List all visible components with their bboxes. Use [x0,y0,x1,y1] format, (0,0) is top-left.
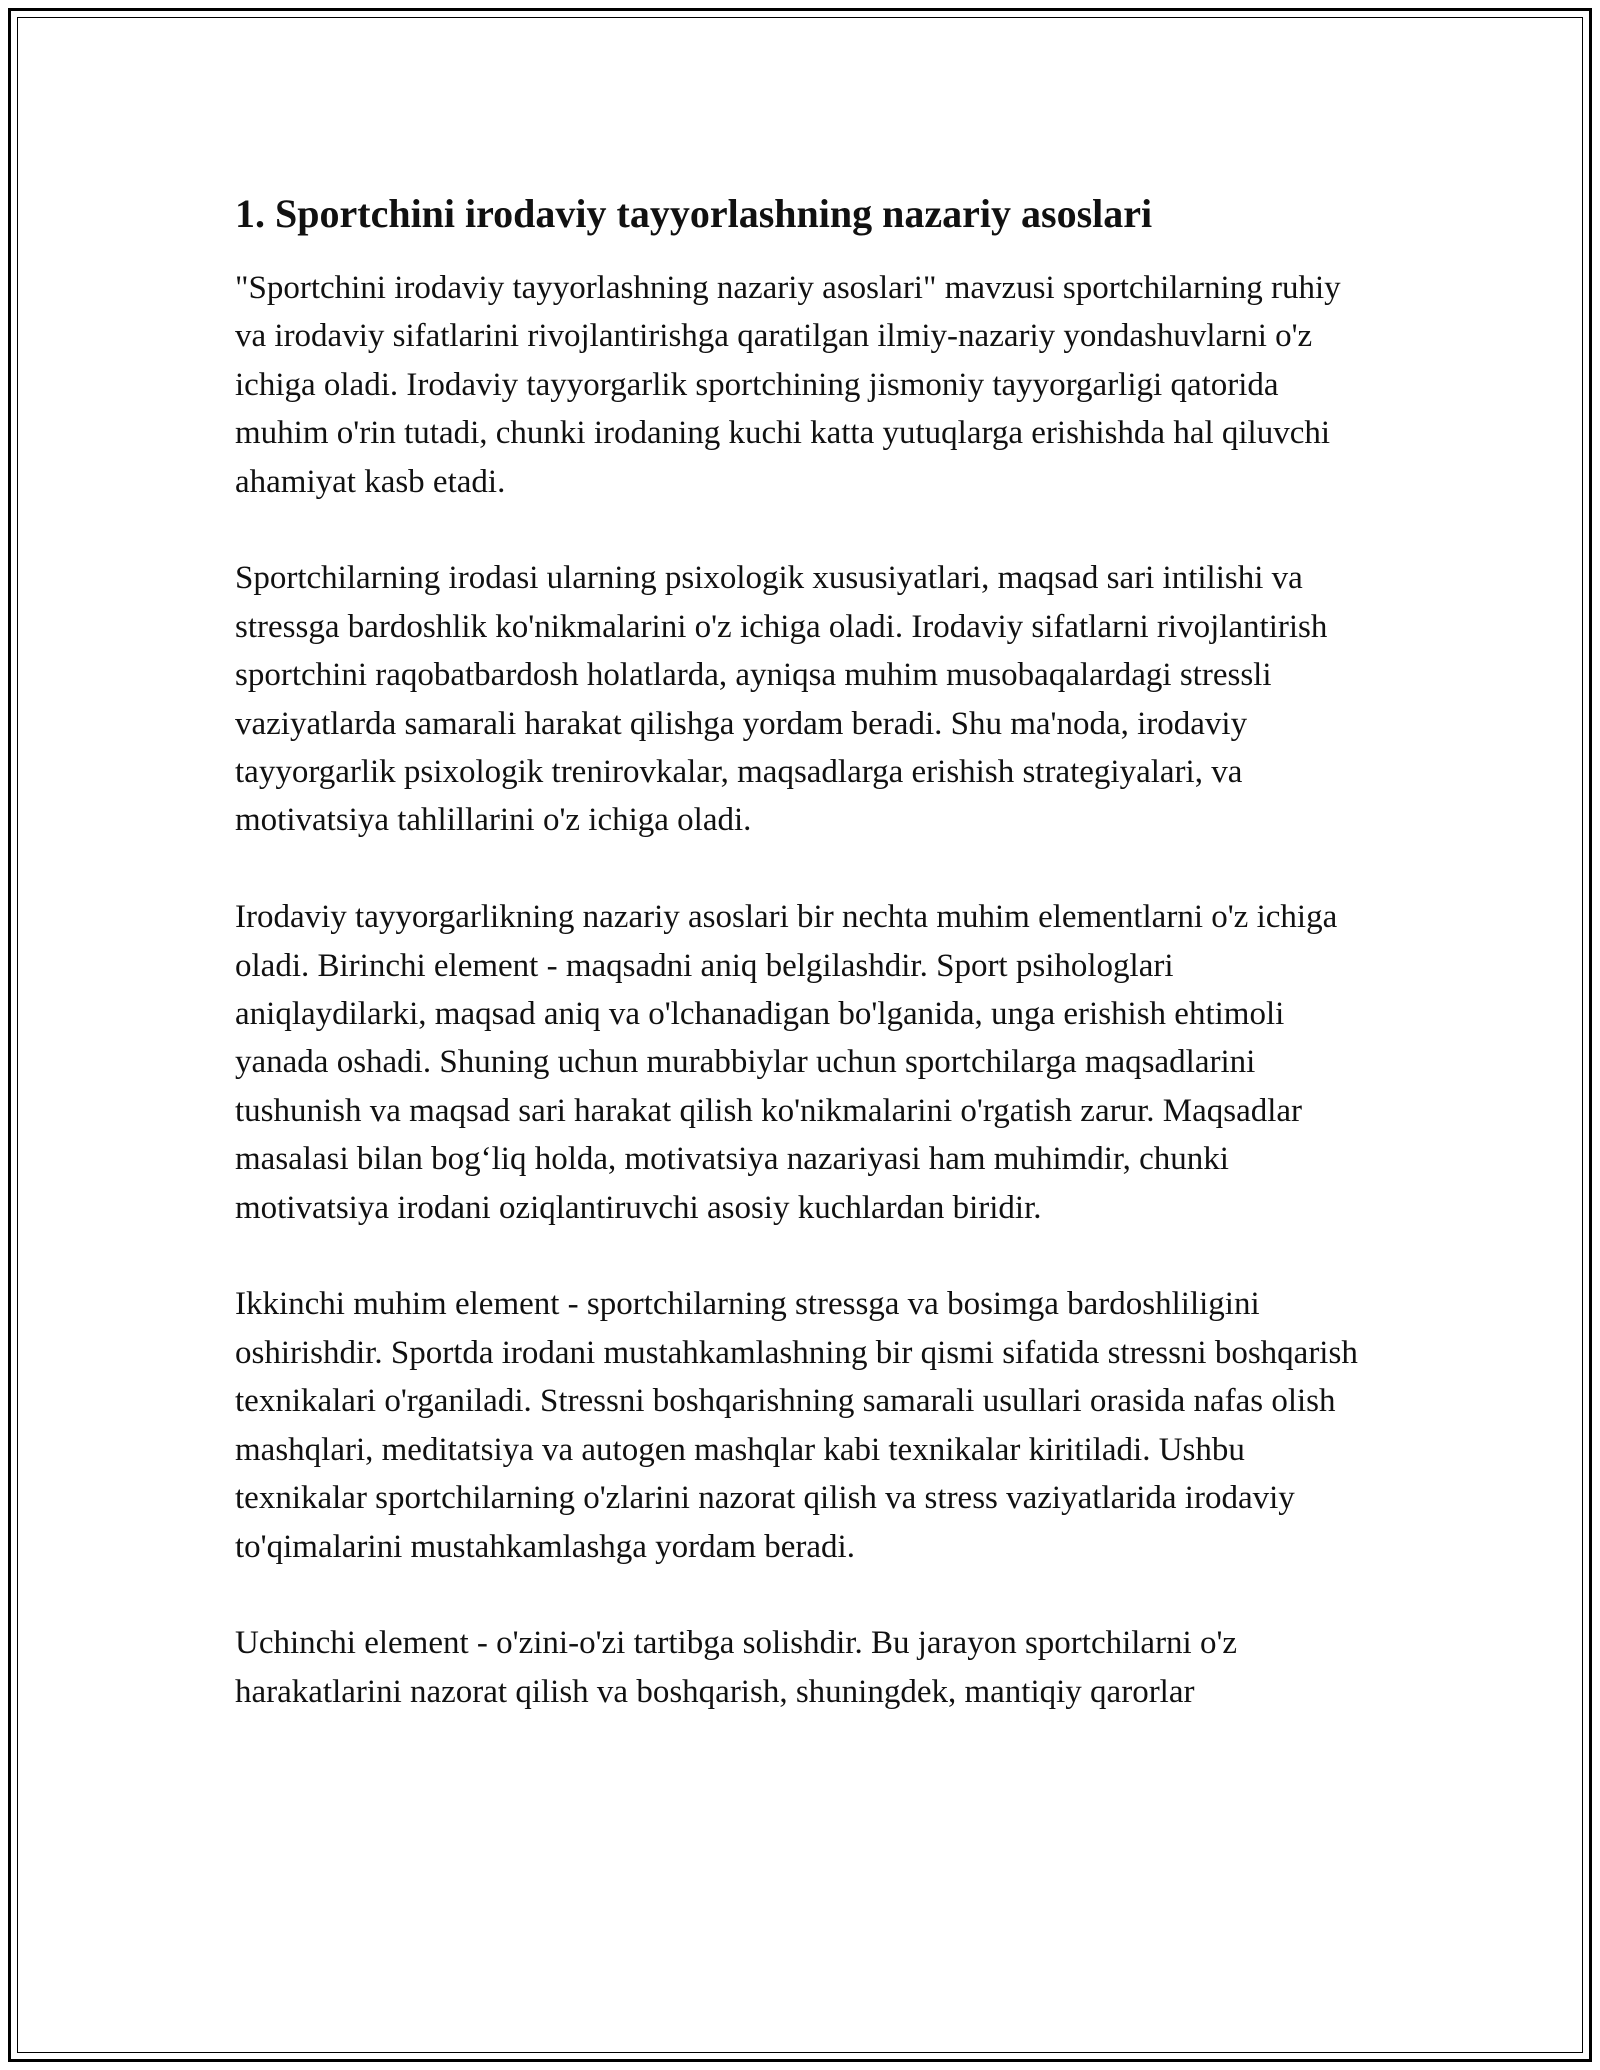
paragraph-5: Uchinchi element - o'zini-o'zi tartibga solishdir. Bu jarayon sportchilarni o'z harakatlarini nazorat qilish va boshqarish, shuningdek, mantiqiy qarorlar [235,1625,1238,1710]
paragraph-3: Irodaviy tayyorgarlikning nazariy asoslari bir nechta muhim elementlarni o'z ichiga oladi. Birinchi element - maqsadni aniq belgilashdir. Sport psihologlari aniqlaydilarki, maqsad aniq va o'lchanadigan bo'lganida, unga erishish ehtimoli yanada oshadi. Shuning uchun murabbiylar uchun sportchilarga maqsadlarini tushunish va maqsad sari harakat qilish ko'nikmalarini o'rgatish zarur. Maqsadlar masalasi bilan bog‘liq holda, motivatsiya nazariyasi ham muhimdir, chunki motivatsiya irodani oziqlantiruvchi asosiy kuchlardan biridir. [235,899,1338,1226]
document-body [235,188,1370,1765]
section-heading: 1. Sportchini irodaviy tayyorlashning nazariy asoslari [235,191,1153,236]
paragraph-1: "Sportchini irodaviy tayyorlashning nazariy asoslari" mavzusi sportchilarning ruhiy va irodaviy sifatlarini rivojlantirishga qaratilgan ilmiy-nazariy yondashuvlarni o'z ichiga oladi. Irodaviy tayyorgarlik sportchining jismoniy tayyorgarligi qatorida muhim o'rin tutadi, chunki irodaning kuchi katta yutuqlarga erishishda hal qiluvchi ahamiyat kasb etadi. [235,270,1341,500]
paragraph-4: Ikkinchi muhim element - sportchilarning stressga va bosimga bardoshliligini oshirishdir. Sportda irodani mustahkamlashning bir qismi sifatida stressni boshqarish texnikalari o'rganiladi. Stressni boshqarishning samarali usullari orasida nafas olish mashqlari, meditatsiya va autogen mashqlar kabi texnikalar kiritiladi. Ushbu texnikalar sportchilarning o'zlarini nazorat qilish va stress vaziyatlarida irodaviy to'qimalarini mustahkamlashga yordam beradi. [235,1286,1358,1565]
paragraph-2: Sportchilarning irodasi ularning psixologik xususiyatlari, maqsad sari intilishi va stressga bardoshlik ko'nikmalarini o'z ichiga oladi. Irodaviy sifatlarni rivojlantirish sportchini raqobatbardosh holatlarda, ayniqsa muhim musobaqalardagi stressli vaziyatlarda samarali harakat qilishga yordam beradi. Shu ma'noda, irodaviy tayyorgarlik psixologik trenirovkalar, maqsadlarga erishish strategiyalari, va motivatsiya tahlillarini o'z ichiga oladi. [235,560,1328,839]
